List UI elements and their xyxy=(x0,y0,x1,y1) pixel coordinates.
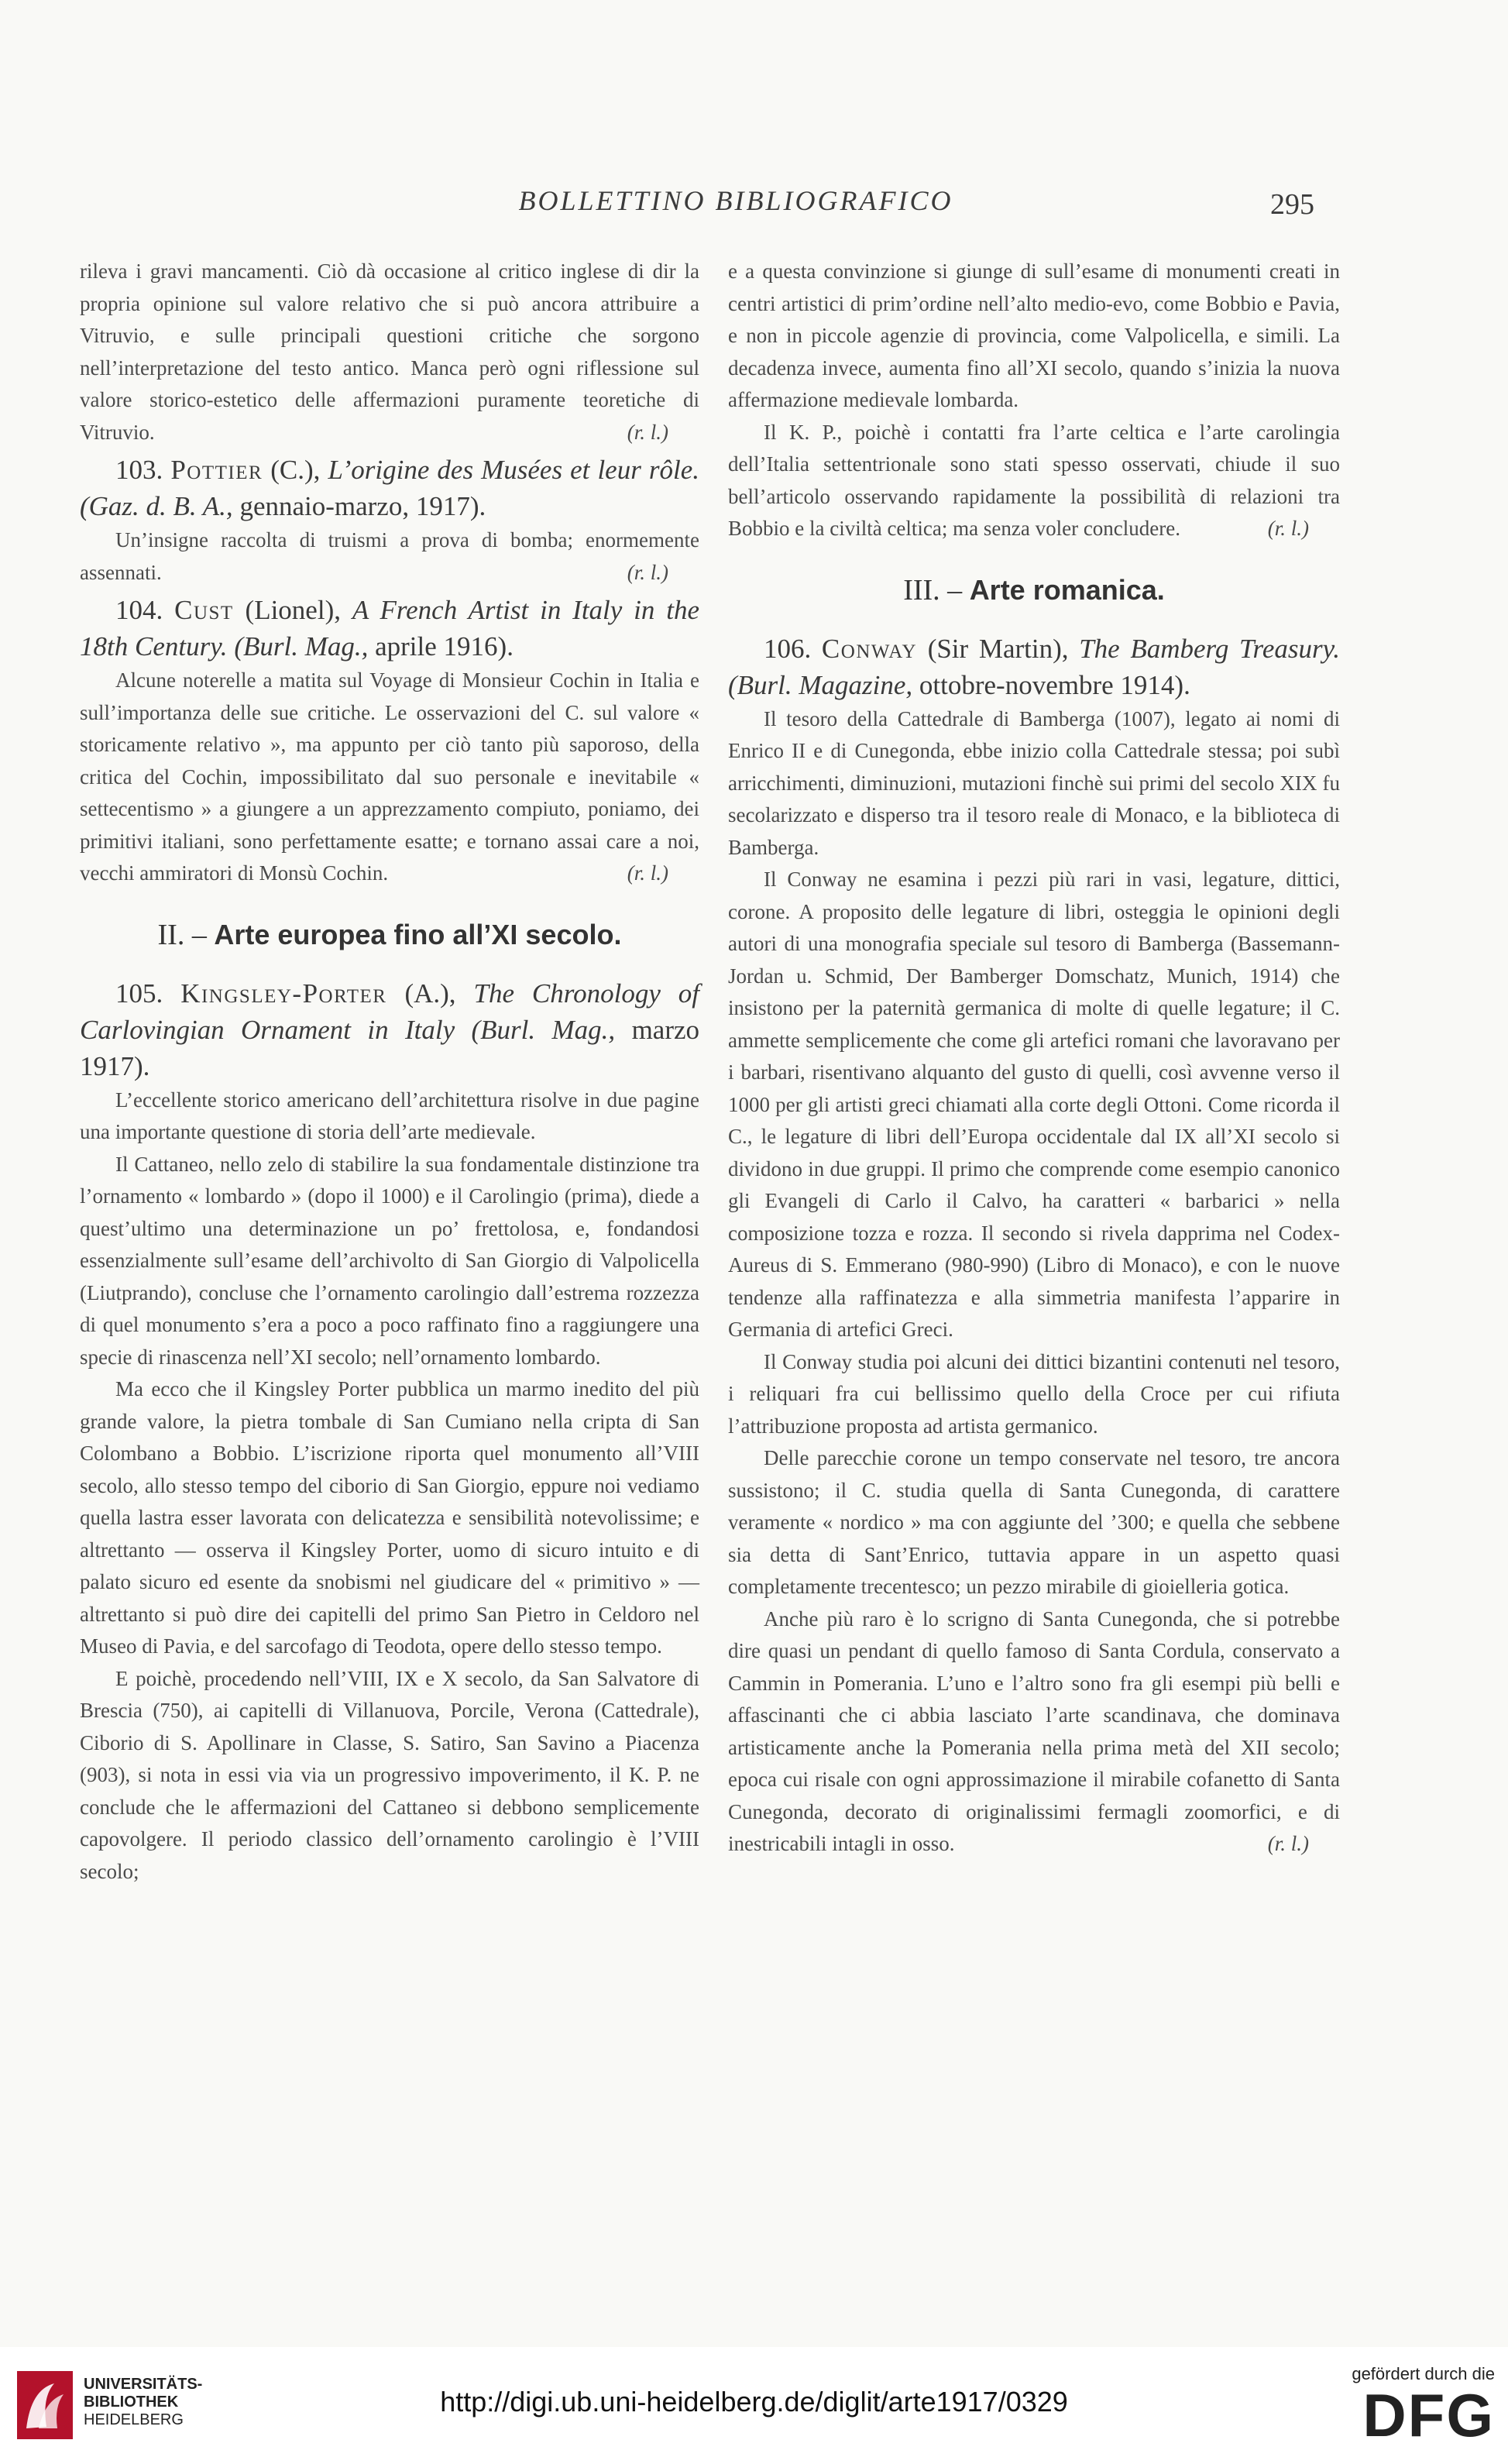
paragraph: Il K. P., poichè i contatti fra l’arte celtica e l’arte carolingia dell’Italia settentrionale sono stati spesso osservati, chiude il suo bell’articolo osservando rapidamente la possibilità di relazioni tra Bobbio e la civiltà celtica; ma senza voler concludere. (r. l.) xyxy=(728,417,1340,545)
right-column xyxy=(728,256,1340,1861)
paragraph: Un’insigne raccolta di truismi a prova di bomba; enormemente assennati. (r. l.) xyxy=(80,524,699,589)
paragraph: Alcune noterelle a matita sul Voyage di Monsieur Cochin in Italia e sull’importanza delle sue critiche. Le osservazioni del C. sul valore « storicamente relativo », ma appunto per ciò tanto più saporoso, della critica del Cochin, impossibilitato dal suo personale e inevitabile « settecentismo » a giungere a un apprezzamento compiuto, poniamo, dei primitivi italiani, sono perfettamente esatte; e tornano assai care a noi, vecchi ammiratori di Monsù Cochin. (r. l.) xyxy=(80,665,699,890)
paragraph: Ma ecco che il Kingsley Porter pubblica un marmo inedito del più grande valore, la pietra tombale di San Cumiano nella cripta di San Colombano a Bobbio. L’iscrizione riporta quel monumento all’VIII secolo, allo stesso tempo del ciborio di San Giorgio, eppure noi vediamo quella lastra esser lavorata con delicatezza e sensibilità notevolissime; e altrettanto — osserva il Kingsley Porter, uomo di sicuro intuito e di palato sicuro ed esente da snobismi nel giudicare del « primitivo » — altrettanto si può dire dei capitelli del primo San Pietro in Celdoro nel Museo di Pavia, e del sarcofago di Teodota, opere dello stesso tempo. xyxy=(80,1377,699,1658)
running-head xyxy=(0,184,1508,231)
dfg-funding-logo[interactable] xyxy=(1340,2364,1495,2449)
entry-initials: (A.), xyxy=(404,978,456,1009)
bibliography-entry-103 xyxy=(80,452,699,524)
entry-date: ottobre-novembre 1914). xyxy=(919,669,1190,700)
dfg-wordmark: DFG xyxy=(1362,2381,1495,2449)
page-number: 295 xyxy=(1270,188,1314,221)
entry-title: The Bamberg Treasury. xyxy=(1079,633,1341,664)
reviewer-signature: (r. l.) xyxy=(627,560,668,584)
library-name: UNIVERSITÄTS- BIBLIOTHEK HEIDELBERG xyxy=(84,2376,203,2428)
entry-number: 105. xyxy=(115,978,163,1009)
bibliography-entry-106 xyxy=(728,631,1340,703)
entry-date: gennaio-marzo, 1917). xyxy=(239,491,486,521)
entry-author: Pottier xyxy=(170,455,263,485)
paragraph: Il Conway ne esamina i pezzi più rari in vasi, legature, dittici, corone. A proposito delle legature di libri, osteggia le opinioni degli autori di una monografia speciale sul tesoro di Bamberga (Bassemann-Jordan u. Schmid, Der Bamberger Domschatz, Munich, 1914) che insistono per la paternità germanica di molte di quelle legature; il C. ammette semplicemente che come gli artefici romani che lavoravano per i barbari, risentivano alquanto del gusto di quelli, così avvenne verso il 1000 per gli artisti greci chiamati alla corte degli Ottoni. Come ricorda il C., le legature di libri dell’Europa occidentale dal IX all’XI secolo si dividono in due gruppi. Il primo che comprende come esempio canonico gli Evangeli di Carlo il Calvo, ha caratteri « barbarici » nella composizione tozza e rozza. Il secondo si rivela dapprima nel Codex-Aureus di S. Emmerano (980-990) (Libro di Monaco), e con le nuove tendenze alla raffinatezza e alla simmetria manifesta l’apparire in Germania di artefici Greci. xyxy=(728,868,1340,1341)
entry-source: (Gaz. d. B. A., xyxy=(80,491,233,521)
section-heading-ii xyxy=(80,918,699,952)
paragraph: Il Cattaneo, nello zelo di stabilire la sua fondamentale distinzione tra l’ornamento « lombardo » (dopo il 1000) e il Carolingio (prima), diede a quest’ultimo una determinazione un po’ frettolosa, e, fondandosi essenzialmente sull’esame dell’archivolto di San Giorgio di Valpolicella (Liutprando), concluse che l’ornamento carolingio dall’estrema rozzezza di quel monumento s’era a poco a poco raffinato fino a raggiungere una specie di rinascenza nell’XI secolo; nell’ornamento lombardo. xyxy=(80,1152,699,1369)
paragraph: Delle parecchie corone un tempo conservate nel tesoro, tre ancora sussistono; il C. studia quella di Santa Cunegonda, di carattere veramente « nordico » ma con aggiunte del ’300; e quella che sebbene sia detta di Sant’Enrico, tuttavia appare in un aspetto quasi completamente trecentesco; un pezzo mirabile di gioielleria gotica. xyxy=(728,1446,1340,1598)
entry-initials: (Lionel), xyxy=(245,595,341,625)
paragraph: rileva i gravi mancamenti. Ciò dà occasione al critico inglese di dir la propria opinione sul valore relativo che si può ancora attribuire a Vitruvio, e sulle principali questioni critiche che sorgono nell’interpretazione del testo antico. Manca però ogni riflessione sul valore storico-estetico delle affermazioni puramente teoretiche di Vitruvio. (r. l.) xyxy=(80,256,699,448)
entry-title: The Chronology of Carlovingian Ornament in Italy xyxy=(80,978,700,1045)
entry-initials: (Sir Martin), xyxy=(927,633,1069,664)
paragraph: Il tesoro della Cattedrale di Bamberga (1007), legato ai nomi di Enrico II e di Cunegonda, ebbe inizio colla Cattedrale stessa; poi subì arricchimenti, diminuzioni, mutazioni finchè sui primi del secolo XIX fu secolarizzato e disperso tra il tesoro reale di Monaco, e la biblioteca di Bamberga. xyxy=(728,706,1340,859)
reviewer-signature: (r. l.) xyxy=(1267,1832,1309,1855)
entry-author: Conway xyxy=(821,633,918,664)
running-title: BOLLETTINO BIBLIOGRAFICO xyxy=(518,185,953,216)
section-title: Arte romanica. xyxy=(969,573,1165,606)
entry-source: (Burl. Magazine, xyxy=(728,669,913,700)
reviewer-signature: (r. l.) xyxy=(627,861,668,885)
left-column xyxy=(80,256,699,1888)
reviewer-signature: (r. l.) xyxy=(1267,517,1309,540)
reviewer-signature: (r. l.) xyxy=(627,420,668,444)
entry-title: L’origine des Musées et leur rôle. xyxy=(328,455,700,485)
funding-label: gefördert durch die xyxy=(1352,2364,1495,2383)
entry-source: (Burl. Mag., xyxy=(471,1014,616,1045)
entry-initials: (C.), xyxy=(270,455,321,485)
paragraph: E poichè, procedendo nell’VIII, IX e X secolo, da San Salvatore di Brescia (750), ai capitelli di Villanuova, Porcile, Verona (Cattedrale), Ciborio di S. Apollinare in Classe, S. Satiro, San Savino a Piacenza (903), si nota in essi via via un progressivo impoverimento, il K. P. ne conclude che le affermazioni del Cattaneo si debbono semplicemente capovolgere. Il periodo classico dell’ornamento carolingio è l’VIII secolo; xyxy=(80,1666,699,1883)
bibliography-entry-105 xyxy=(80,975,699,1084)
paragraph: L’eccellente storico americano dell’architettura risolve in due pagine una importante questione di storia dell’arte medievale. xyxy=(80,1088,699,1143)
entry-source: (Burl. Mag., xyxy=(234,631,369,662)
source-url-link[interactable]: http://digi.ub.uni-heidelberg.de/diglit/arte1917/0329 xyxy=(440,2386,1068,2418)
section-number: II. – xyxy=(157,918,207,951)
paragraph: Il Conway studia poi alcuni dei dittici bizantini contenuti nel tesoro, i reliquari fra cui bellissimo quello della Croce per cui rifiuta l’attribuzione proposta ad artista germanico. xyxy=(728,1349,1340,1438)
entry-date: marzo 1917). xyxy=(80,1014,700,1081)
section-heading-iii xyxy=(728,573,1340,607)
digitization-footer xyxy=(0,2347,1508,2464)
entry-author: Kingsley-Porter xyxy=(180,978,387,1009)
bibliography-entry-104 xyxy=(80,592,699,665)
paragraph: Anche più raro è lo scrigno di Santa Cunegonda, che si potrebbe dire quasi un pendant di quello famoso di Santa Cordula, conservato a Cammin in Pomerania. L’uno e l’altro sono fra gli esempi più belli e affascinanti che ci abbia lasciato l’arte scandinava, che dominava artisticamente anche la Pomerania nella prima metà del XII secolo; epoca cui risale con ogni approssimazione il mirabile cofanetto di Santa Cunegonda, decorato di originalissimi fermagli zoomorfici, e di inestricabili intagli in osso. (r. l.) xyxy=(728,1603,1340,1861)
entry-date: aprile 1916). xyxy=(375,631,514,662)
section-title: Arte europea fino all’XI secolo. xyxy=(214,918,622,950)
entry-title: A French Artist in Italy in the 18th Century. xyxy=(80,595,700,662)
section-number: III. – xyxy=(903,573,963,607)
entry-author: Cust xyxy=(174,595,234,625)
paragraph: e a questa convinzione si giunge di sull’esame di monumenti creati in centri artistici di prim’ordine nell’alto medio-evo, come Bobbio e Pavia, e non in piccole agenzie di provincia, come Valpolicella, e simili. La decadenza invece, aumenta fino all’XI secolo, quando s’inizia la nuova affermazione medievale lombarda. xyxy=(728,259,1340,411)
entry-number: 106. xyxy=(764,633,812,664)
entry-number: 104. xyxy=(115,595,163,625)
entry-number: 103. xyxy=(115,455,163,485)
